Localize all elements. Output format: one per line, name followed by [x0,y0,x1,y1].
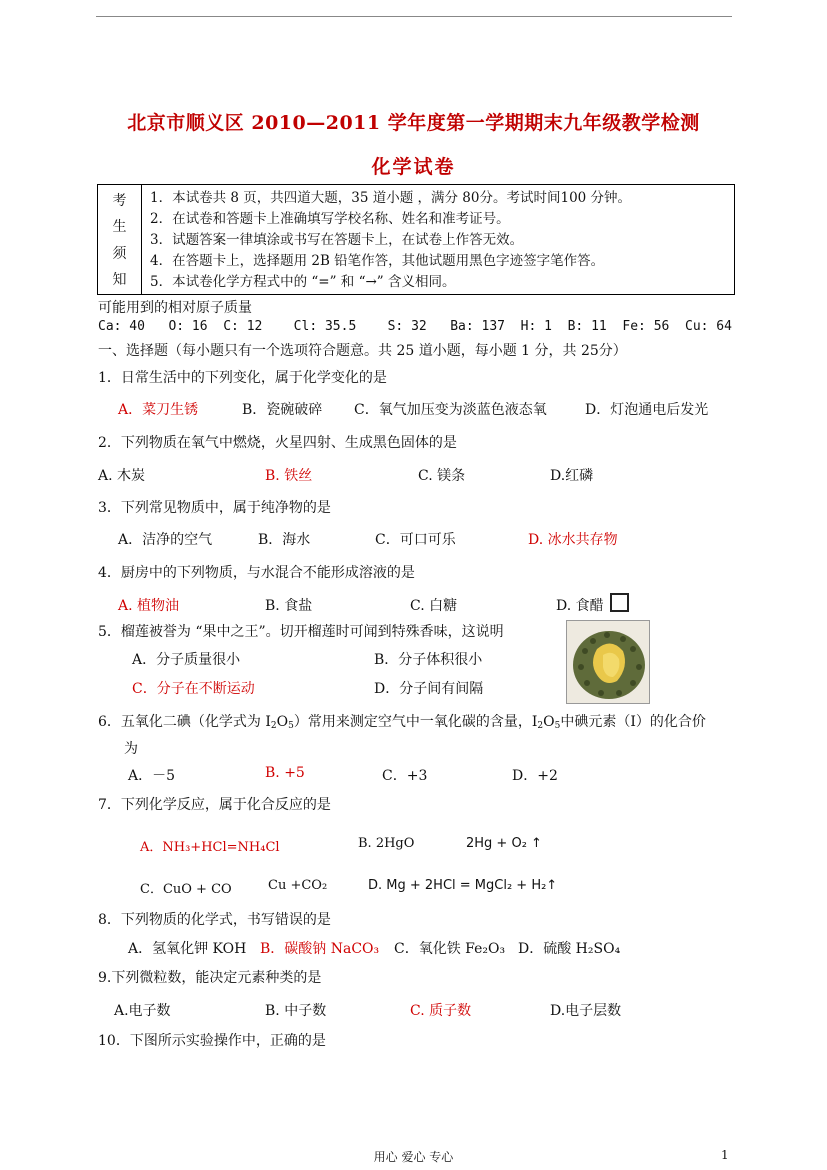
q8-option-d: D．硫酸 H₂SO₄ [518,941,621,957]
q7-option-b-product: 2Hg + O₂ ↑ [466,836,542,851]
page-number: 1 [721,1148,729,1162]
durian-icon [567,621,650,704]
q9-option-b: B. 中子数 [265,1003,327,1019]
q9-option-d: D.电子层数 [550,1003,622,1019]
atomic-mass-values: Ca: 40 O: 16 C: 12 Cl: 35.5 S: 32 Ba: 137 H: 1 B: 11 Fe: 56 Cu: 64 [98,319,732,334]
q7-option-d: D. Mg + 2HCl = MgCl₂ + H₂↑ [368,878,558,893]
q8-option-c: C．氧化铁 Fe₂O₃ [394,941,506,957]
section-heading: 一、选择题（每小题只有一个选项符合题意。共 25 道小题，每小题 1 分，共 25分） [98,343,627,359]
q3-option-a: A．洁净的空气 [118,532,213,548]
q2-option-c: C. 镁条 [418,468,466,484]
q1-option-d: D．灯泡通电后发光 [585,402,709,418]
question-5: 5．榴莲被誉为 “果中之王”。切开榴莲时可闻到特殊香味，这说明 [98,624,504,640]
notice-label-char: 生 [112,219,127,236]
q9-option-a: A.电子数 [114,1003,171,1019]
q2-option-a: A. 木炭 [98,468,146,484]
question-4: 4．厨房中的下列物质，与水混合不能形成溶液的是 [98,565,415,581]
q4-option-c: C. 白糖 [410,598,458,614]
q3-option-c: C．可口可乐 [375,532,456,548]
atomic-mass-heading: 可能用到的相对原子质量 [98,300,252,316]
exam-notice-box [97,184,735,295]
square-box-icon [610,593,629,612]
question-9: 9.下列微粒数，能决定元素种类的是 [98,970,322,986]
page-footer: 用心 爱心 专心 [373,1150,454,1164]
q7-option-c-product: Cu +CO₂ [268,878,328,893]
q5-option-d: D．分子间有间隔 [374,681,484,697]
q5-option-a: A．分子质量很小 [132,652,241,668]
notice-item: 3．试题答案一律填涂或书写在答题卡上，在试卷上作答无效。 [150,231,524,248]
header-rule [96,16,732,17]
q8-option-a: A．氢氧化钾 KOH [128,941,247,957]
question-6-line2: 为 [124,741,138,757]
q1-option-c: C．氧气加压变为淡蓝色液态氧 [354,402,547,418]
q7-option-c: C．CuO + CO [140,882,232,897]
q6-option-d: D．+2 [512,768,558,784]
question-10: 10．下图所示实验操作中，正确的是 [98,1033,326,1049]
q4-option-a: A. 植物油 [118,598,180,614]
question-7: 7．下列化学反应，属于化合反应的是 [98,797,331,813]
question-6: 6．五氧化二碘（化学式为 $I_2O_5$）常用来测定空气中一氧化碳的含量，$I_2O_5$中碘元素（I）的化合价 [98,714,706,731]
question-3: 3．下列常见物质中，属于纯净物的是 [98,500,331,516]
q1-option-a: A．菜刀生锈 [118,402,199,418]
q5-option-b: B．分子体积很小 [374,652,483,668]
notice-item: 4．在答题卡上，选择题用 2B 铅笔作答，其他试题用黑色字迹签字笔作答。 [150,252,605,269]
q4-option-b: B. 食盐 [265,598,313,614]
page-subtitle: 化学试卷 [371,156,456,178]
q1-option-b: B．瓷碗破碎 [242,402,323,418]
q7-option-a: A．NH₃+HCl=NH₄Cl [140,840,280,855]
page-title: 北京市顺义区 2010—2011 学年度第一学期期末九年级教学检测 [127,112,700,134]
notice-item: 1．本试卷共 8 页，共四道大题，35 道小题 ，满分 80分。考试时间100 分钟。 [150,189,632,206]
notice-label-char: 考 [112,193,127,210]
notice-items [142,185,734,294]
q9-option-c: C. 质子数 [410,1003,472,1019]
notice-label-char: 须 [112,245,127,262]
notice-item: 5．本试卷化学方程式中的 “=” 和 “→” 含义相同。 [150,273,456,290]
question-2: 2．下列物质在氧气中燃烧，火星四射、生成黑色固体的是 [98,435,457,451]
q3-option-d: D. 冰水共存物 [528,532,618,548]
durian-image [566,620,650,704]
q7-option-b: B. 2HgO [358,836,415,851]
q6-option-b: B. +5 [265,765,305,781]
q6-option-a: A．－5 [128,768,176,784]
question-1: 1．日常生活中的下列变化，属于化学变化的是 [98,370,387,386]
question-8: 8．下列物质的化学式，书写错误的是 [98,912,331,928]
q5-option-c: C．分子在不断运动 [132,681,255,697]
notice-label [98,185,142,294]
q4-option-d: D. 食醋 [556,598,604,614]
notice-item: 2．在试卷和答题卡上准确填写学校名称、姓名和准考证号。 [150,210,510,227]
q6-option-c: C．+3 [382,768,428,784]
q3-option-b: B．海水 [258,532,311,548]
notice-label-char: 知 [112,271,127,288]
q2-option-d: D.红磷 [550,468,594,484]
q2-option-b: B. 铁丝 [265,468,313,484]
q8-option-b: B．碳酸钠 NaCO₃ [260,941,380,957]
